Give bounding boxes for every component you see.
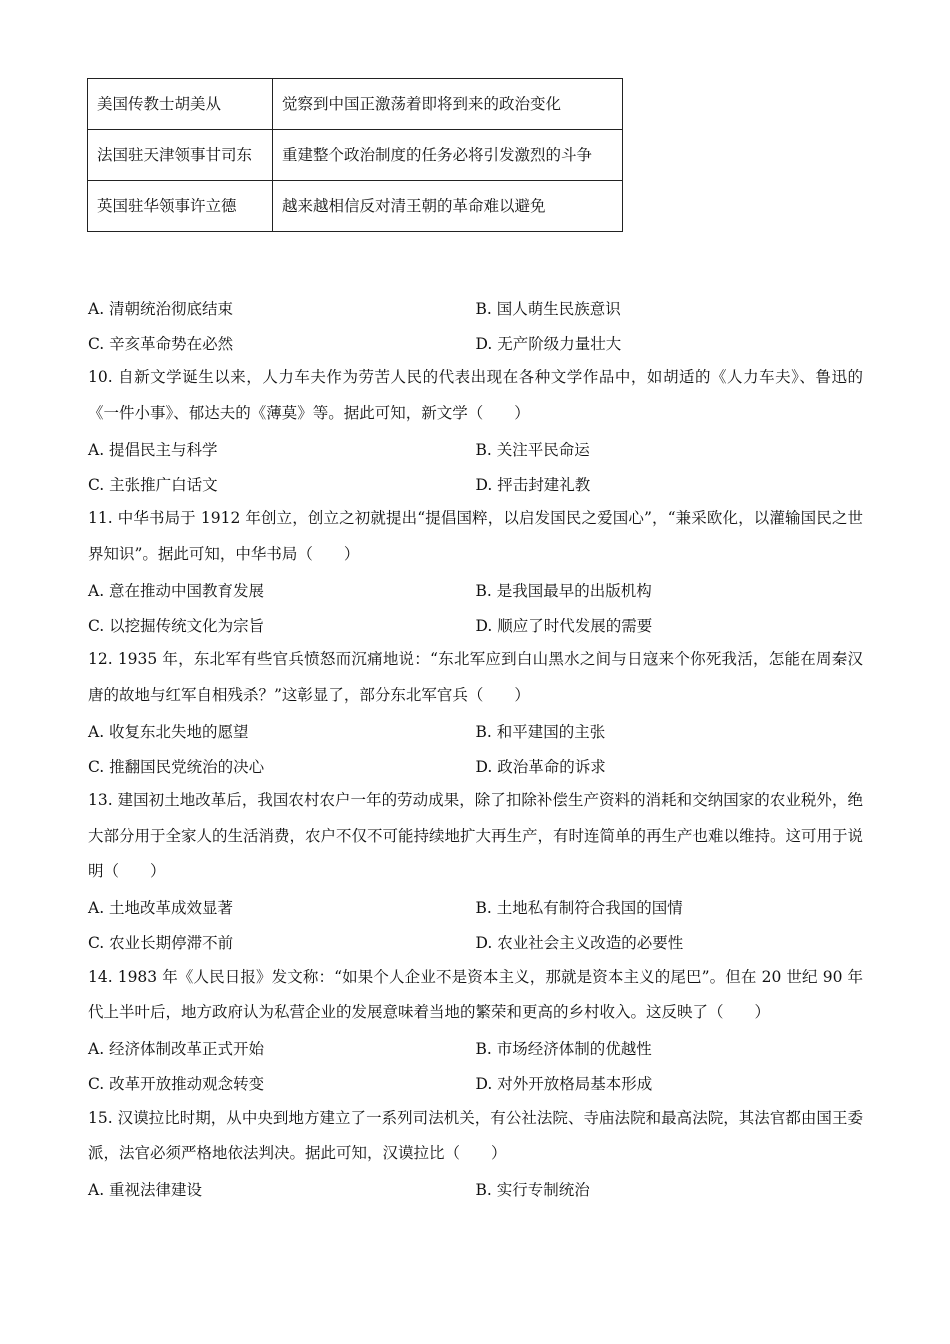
table-cell-view: 重建整个政治制度的任务必将引发激烈的斗争 (273, 130, 623, 181)
option-c: C. 以挖掘传统文化为宗旨 (88, 616, 265, 635)
option-d: D. 抨击封建礼教 (475, 475, 591, 494)
question-9-options (88, 290, 863, 360)
question-stem: 11. 中华书局于 1912 年创立，创立之初就提出“提倡国粹，以启发国民之爱国心”，“兼采欧化，以灌输国民之世界知识”。据此可知，中华书局（ ） (88, 509, 863, 563)
option-b: B. 国人萌生民族意识 (475, 299, 621, 318)
table-cell-person: 法国驻天津领事甘司东 (88, 130, 273, 181)
option-b: B. 是我国最早的出版机构 (475, 581, 652, 600)
option-a: A. 重视法律建设 (88, 1181, 203, 1199)
question-15 (88, 1101, 863, 1207)
question-14 (88, 960, 863, 1101)
table-cell-person: 英国驻华领事许立德 (88, 181, 273, 232)
option-c: C. 农业长期停滞不前 (88, 934, 234, 952)
question-13 (88, 783, 863, 960)
option-c: C. 改革开放推动观念转变 (88, 1075, 265, 1093)
option-a: A. 土地改革成效显著 (88, 899, 234, 917)
option-c: C. 辛亥革命势在必然 (88, 334, 234, 353)
table-cell-view: 越来越相信反对清王朝的革命难以避免 (273, 181, 623, 232)
option-b: B. 实行专制统治 (475, 1181, 590, 1199)
option-c: C. 主张推广白话文 (88, 475, 218, 494)
option-d: D. 对外开放格局基本形成 (475, 1075, 653, 1093)
question-stem: 12. 1935 年，东北军有些官兵愤怒而沉痛地说：“东北军应到白山黑水之间与日寇来个你死我活，怎能在周秦汉唐的故地与红军自相残杀？”这彰显了，部分东北军官兵（ ） (88, 650, 863, 704)
option-a: A. 收复东北失地的愿望 (88, 722, 249, 741)
option-a: A. 意在推动中国教育发展 (88, 581, 265, 600)
option-d: D. 农业社会主义改造的必要性 (475, 934, 684, 952)
table-cell-view: 觉察到中国正激荡着即将到来的政治变化 (273, 79, 623, 130)
table-row (88, 79, 623, 130)
question-12 (88, 642, 863, 783)
option-b: B. 和平建国的主张 (475, 722, 606, 741)
table-row (88, 130, 623, 181)
option-c: C. 推翻国民党统治的决心 (88, 757, 265, 776)
option-d: D. 无产阶级力量壮大 (475, 334, 622, 353)
option-d: D. 政治革命的诉求 (475, 757, 606, 776)
question-stem: 15. 汉谟拉比时期，从中央到地方建立了一系列司法机关，有公社法院、寺庙法院和最高法院，其法官都由国王委派，法官必须严格地依法判决。据此可知，汉谟拉比（ ） (88, 1108, 863, 1162)
option-b: B. 关注平民命运 (475, 440, 590, 459)
option-b: B. 土地私有制符合我国的国情 (475, 899, 683, 917)
question-stem: 13. 建国初土地改革后，我国农村农户一年的劳动成果，除了扣除补偿生产资料的消耗和交纳国家的农业税外，绝大部分用于全家人的生活消费，农户不仅不可能持续地扩大再生产，有时连简单的再生产也难以维持。这可用于说明（ ） (88, 791, 864, 880)
option-a: A. 清朝统治彻底结束 (88, 299, 234, 318)
table-row (88, 181, 623, 232)
option-a: A. 提倡民主与科学 (88, 440, 218, 459)
question-stem: 14. 1983 年《人民日报》发文称：“如果个人企业不是资本主义，那就是资本主义的尾巴”。但在 20 世纪 90 年代上半叶后，地方政府认为私营企业的发展意味着当地的繁荣和更高的乡村收入。这反映了（ ） (88, 967, 863, 1021)
table-cell-person: 美国传教士胡美从 (88, 79, 273, 130)
info-table (87, 78, 623, 232)
question-stem: 10. 自新文学诞生以来，人力车夫作为劳苦人民的代表出现在各种文学作品中，如胡适的《人力车夫》、鲁迅的《一件小事》、郁达夫的《薄莫》等。据此可知，新文学（ ） (88, 368, 863, 422)
questions-area (88, 290, 863, 1207)
option-a: A. 经济体制改革正式开始 (88, 1040, 265, 1058)
question-11 (88, 501, 863, 642)
option-d: D. 顺应了时代发展的需要 (475, 616, 653, 635)
option-b: B. 市场经济体制的优越性 (475, 1040, 652, 1058)
question-10 (88, 360, 863, 501)
